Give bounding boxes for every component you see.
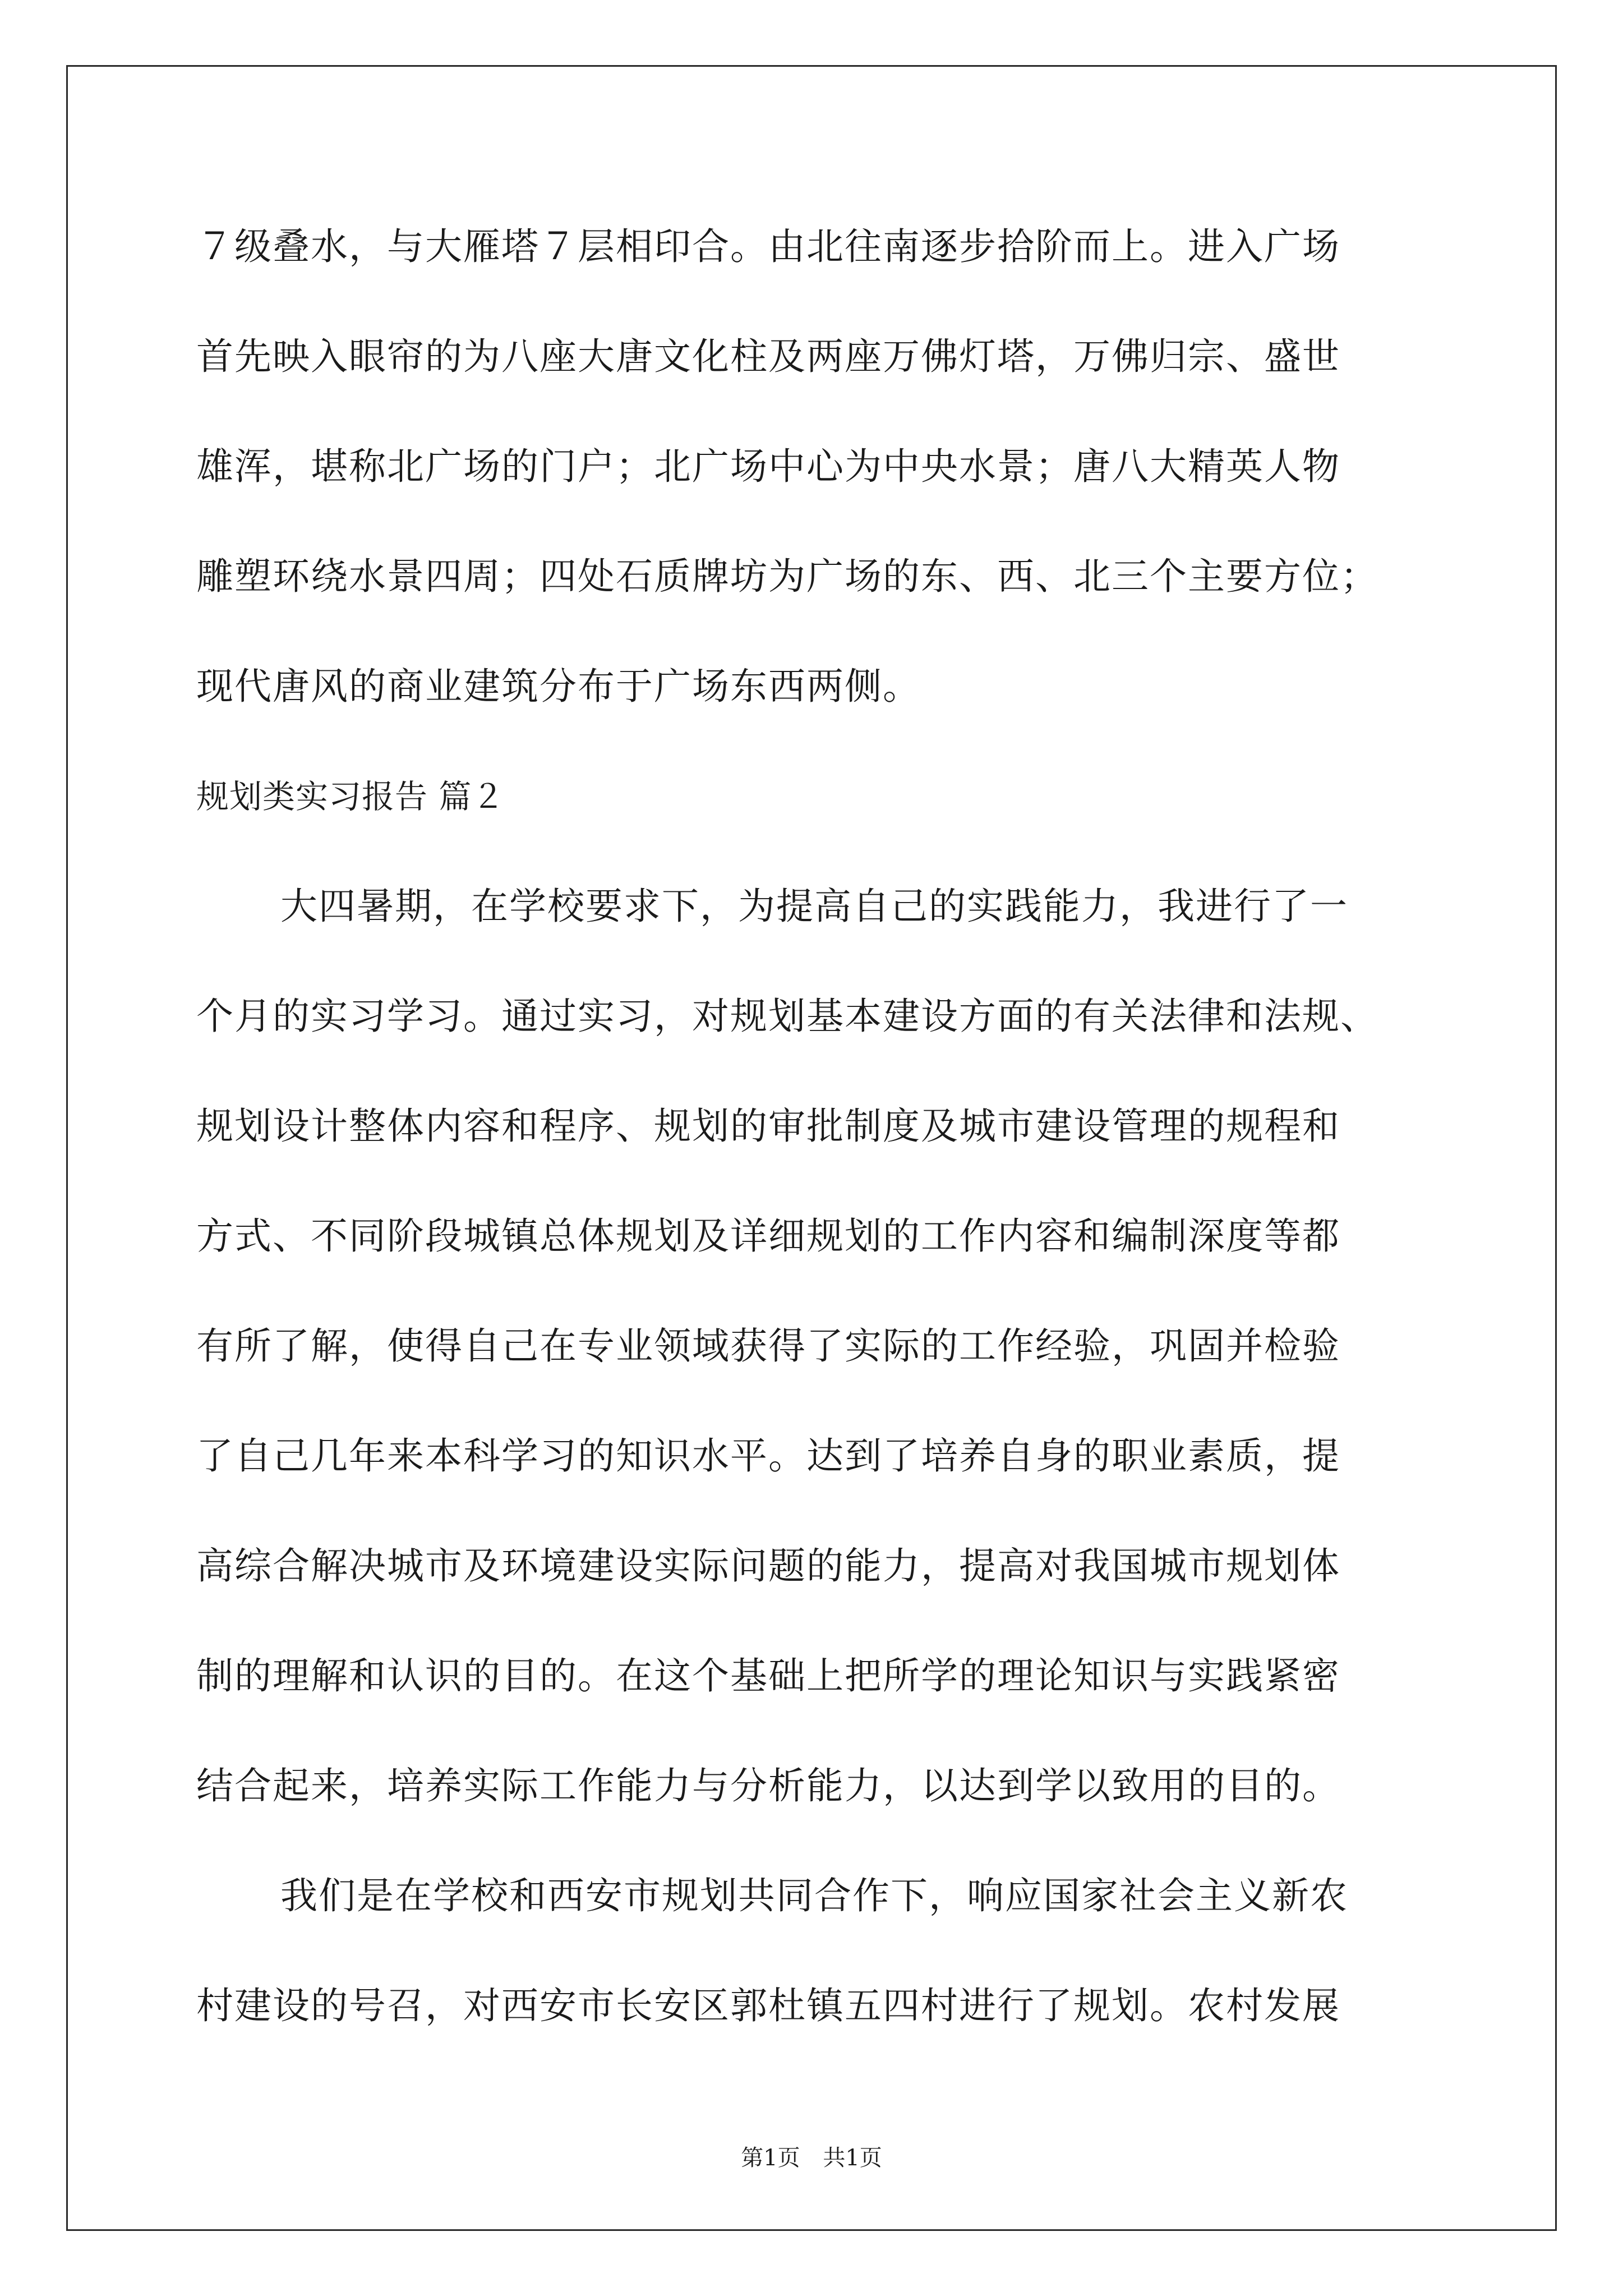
text-line: 个月的实习学习。通过实习，对规划基本建设方面的有关法律和法规、 (196, 995, 1378, 1038)
text-line: 结合起来，培养实际工作能力与分析能力，以达到学以致用的目的。 (196, 1764, 1340, 1807)
text-line: 规划设计整体内容和程序、规划的审批制度及城市建设管理的规程和 (196, 1105, 1340, 1148)
text-line: 村建设的号召，对西安市长安区郭杜镇五四村进行了规划。农村发展 (196, 1984, 1340, 2027)
text-line: 方式、不同阶段城镇总体规划及详细规划的工作内容和编制深度等都 (196, 1214, 1340, 1258)
paragraph-first-line: 我们是在学校和西安市规划共同合作下，响应国家社会主义新农 (280, 1874, 1348, 1917)
text-line: 了自己几年来本科学习的知识水平。达到了培养自身的职业素质，提 (196, 1434, 1340, 1478)
text-line: 首先映入眼帘的为八座大唐文化柱及两座万佛灯塔，万佛归宗、盛世 (196, 335, 1340, 378)
text-line: 高综合解决城市及环境建设实际问题的能力，提高对我国城市规划体 (196, 1544, 1340, 1588)
page-footer: 第1页 共1页 (741, 2145, 882, 2171)
paragraph-first-line: 大四暑期，在学校要求下，为提高自己的实践能力，我进行了一 (280, 885, 1348, 928)
section-heading: 规划类实习报告 篇２ (196, 777, 505, 816)
text-line: ７级叠水，与大雁塔７层相印合。由北往南逐步拾阶而上。进入广场 (196, 225, 1340, 268)
text-line: 雄浑，堪称北广场的门户；北广场中心为中央水景；唐八大精英人物 (196, 445, 1340, 488)
text-line: 有所了解，使得自己在专业领域获得了实际的工作经验，巩固并检验 (196, 1324, 1340, 1368)
text-line: 现代唐风的商业建筑分布于广场东西两侧。 (196, 665, 921, 708)
document-body (196, 208, 1458, 2077)
text-line: 雕塑环绕水景四周；四处石质牌坊为广场的东、西、北三个主要方位； (196, 555, 1378, 598)
text-line: 制的理解和认识的目的。在这个基础上把所学的理论知识与实践紧密 (196, 1654, 1340, 1697)
